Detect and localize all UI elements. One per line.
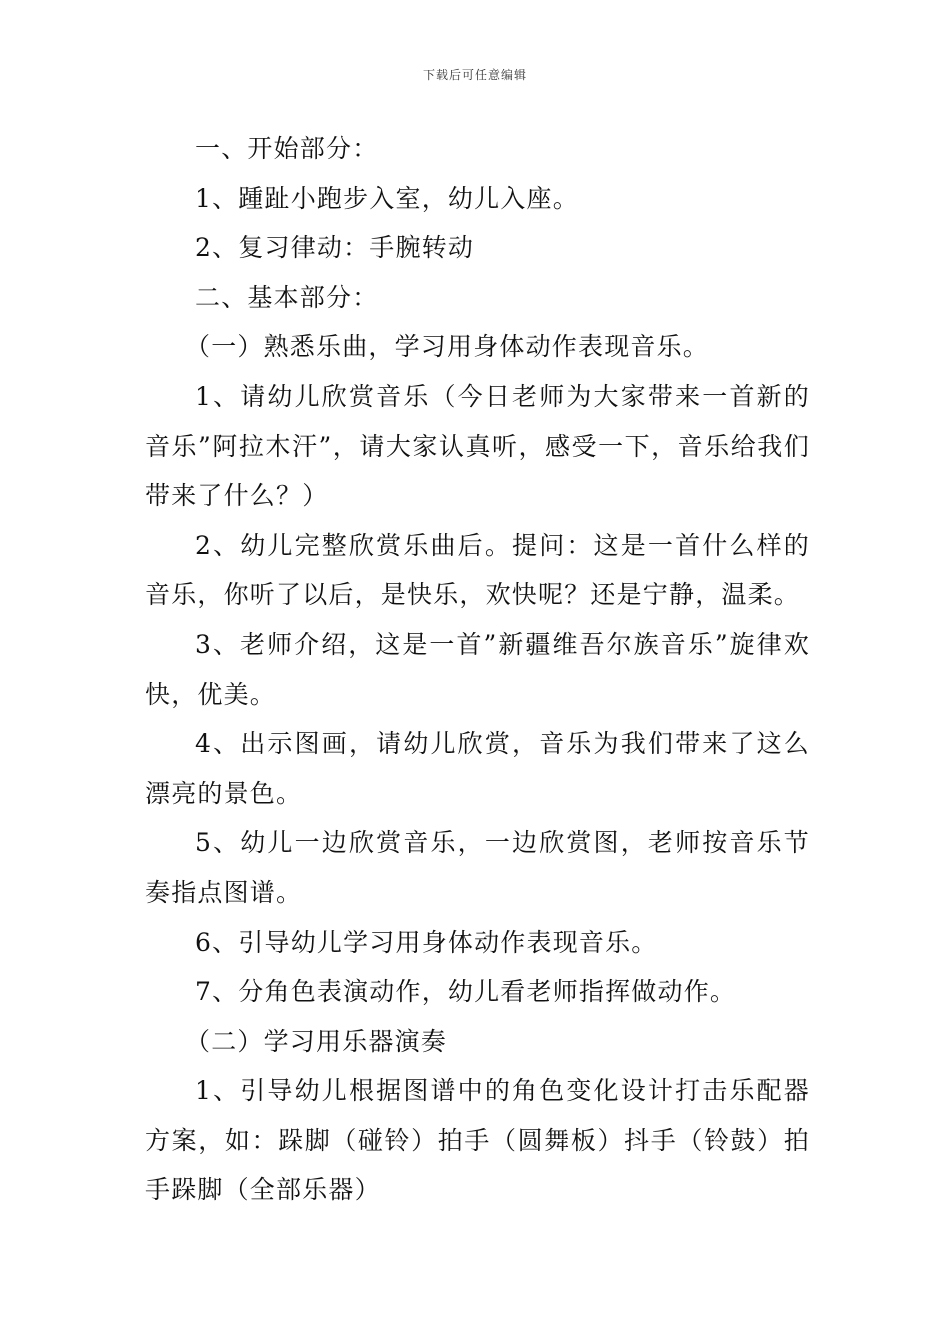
- paragraph: 3、老师介绍，这是一首”新疆维吾尔族音乐”旋律欢快，优美。: [145, 629, 810, 709]
- paragraph: 2、复习律动：手腕转动: [195, 233, 475, 263]
- document-body: [145, 124, 810, 1215]
- paragraph: 1、引导幼儿根据图谱中的角色变化设计打击乐配器方案，如：跺脚（碰铃）拍手（圆舞板）抖手（铃鼓）拍手跺脚（全部乐器）: [145, 1076, 810, 1205]
- paragraph: 2、幼儿完整欣赏乐曲后。提问：这是一首什么样的音乐，你听了以后，是快乐，欢快呢？还是宁静，温柔。: [145, 530, 810, 610]
- section-heading: 一、开始部分：: [195, 134, 379, 163]
- paragraph: 1、请幼儿欣赏音乐（今日老师为大家带来一首新的音乐”阿拉木汗”，请大家认真听，感受一下，音乐给我们带来了什么？）: [145, 381, 810, 511]
- paragraph: 1、踵趾小跑步入室，幼儿入座。: [195, 183, 579, 213]
- section-heading: 二、基本部分：: [195, 282, 379, 312]
- header-note: 下载后可任意编辑: [422, 68, 527, 82]
- subsection-heading: （一）熟悉乐曲，学习用身体动作表现音乐。: [185, 332, 710, 362]
- subsection-heading: （二）学习用乐器演奏: [185, 1026, 448, 1056]
- paragraph: 7、分角色表演动作，幼儿看老师指挥做动作。: [195, 977, 737, 1007]
- paragraph: 6、引导幼儿学习用身体动作表现音乐。: [195, 927, 658, 957]
- paragraph: 5、幼儿一边欣赏音乐，一边欣赏图，老师按音乐节奏指点图谱。: [145, 828, 810, 907]
- paragraph: 4、出示图画，请幼儿欣赏，音乐为我们带来了这么漂亮的景色。: [145, 729, 810, 808]
